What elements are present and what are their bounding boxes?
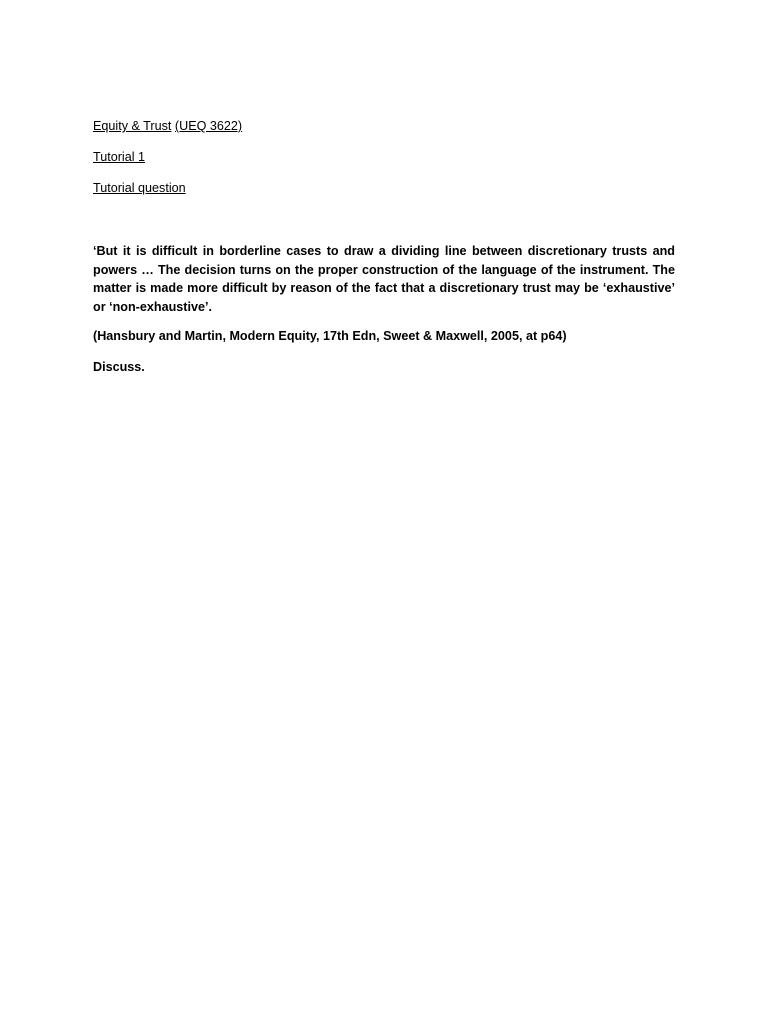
course-heading [93,118,675,134]
tutorial-number: Tutorial 1 [93,150,146,164]
quote-citation: (Hansbury and Martin, Modern Equity, 17th Edn, Sweet & Maxwell, 2005, at p64) [93,329,567,343]
course-code: (UEQ 3622) [174,119,243,133]
instruction-text: Discuss. [93,360,145,374]
question-quote: ‘But it is difficult in borderline cases to draw a dividing line between discretionary trusts and powers … The decision turns on the proper construction of the language of the instrument. The matter is made more difficult by reason of the fact that a discretionary trust may be ‘exhaustive’ or ‘non-exhaustive’. [93,244,675,314]
tutorial-question-label: Tutorial question [93,181,186,195]
course-title: Equity & Trust [93,119,172,133]
document-content [93,118,675,375]
section-heading [93,180,675,196]
tutorial-heading [93,149,675,165]
